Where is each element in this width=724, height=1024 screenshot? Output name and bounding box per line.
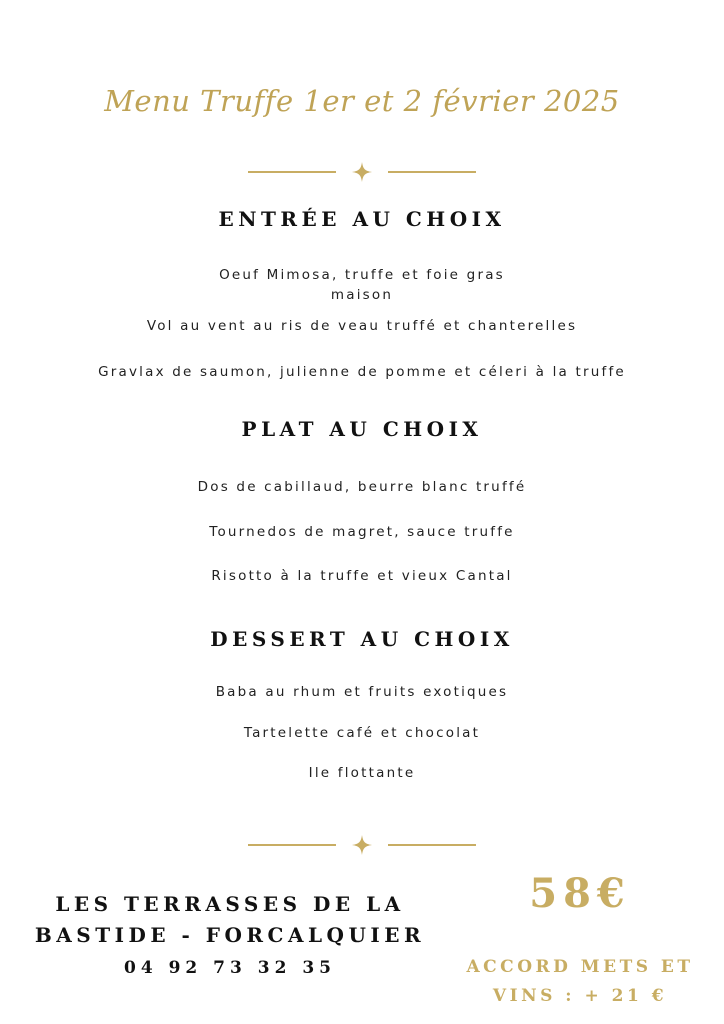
- entree-item: Vol au vent au ris de veau truffé et chanterelles: [146, 318, 578, 334]
- divider-line: [248, 844, 336, 846]
- wine-pairing-line1: ACCORD METS ET: [466, 957, 694, 977]
- plat-heading: PLAT AU CHOIX: [241, 417, 483, 441]
- dessert-item: Ile flottante: [308, 765, 416, 781]
- plat-item: Risotto à la truffe et vieux Cantal: [211, 568, 513, 584]
- plat-item: Dos de cabillaud, beurre blanc truffé: [197, 479, 527, 495]
- bottom-divider: [248, 835, 476, 855]
- entree-heading: ENTRÉE AU CHOIX: [218, 207, 506, 231]
- dessert-item: Baba au rhum et fruits exotiques: [215, 684, 509, 700]
- restaurant-name-line1: LES TERRASSES DE LA: [55, 892, 405, 916]
- plat-item: Tournedos de magret, sauce truffe: [209, 524, 515, 540]
- divider-line: [388, 844, 476, 846]
- entree-item: Oeuf Mimosa, truffe et foie gras: [219, 267, 505, 283]
- four-point-star-icon: [352, 162, 372, 182]
- top-divider: [248, 162, 476, 182]
- four-point-star-icon: [352, 835, 372, 855]
- restaurant-name-line2: BASTIDE - FORCALQUIER: [34, 923, 426, 947]
- divider-line: [388, 171, 476, 173]
- entree-item: maison: [330, 287, 394, 303]
- menu-title: Menu Truffe 1er et 2 février 2025: [104, 84, 620, 118]
- menu-price: 58€: [529, 870, 631, 917]
- divider-line: [248, 171, 336, 173]
- entree-item: Gravlax de saumon, julienne de pomme et céleri à la truffe: [98, 364, 626, 380]
- dessert-item: Tartelette café et chocolat: [243, 725, 481, 741]
- wine-pairing-line2: VINS : + 21 €: [492, 986, 668, 1006]
- phone-number: 04 92 73 32 35: [124, 958, 336, 978]
- dessert-heading: DESSERT AU CHOIX: [210, 627, 514, 651]
